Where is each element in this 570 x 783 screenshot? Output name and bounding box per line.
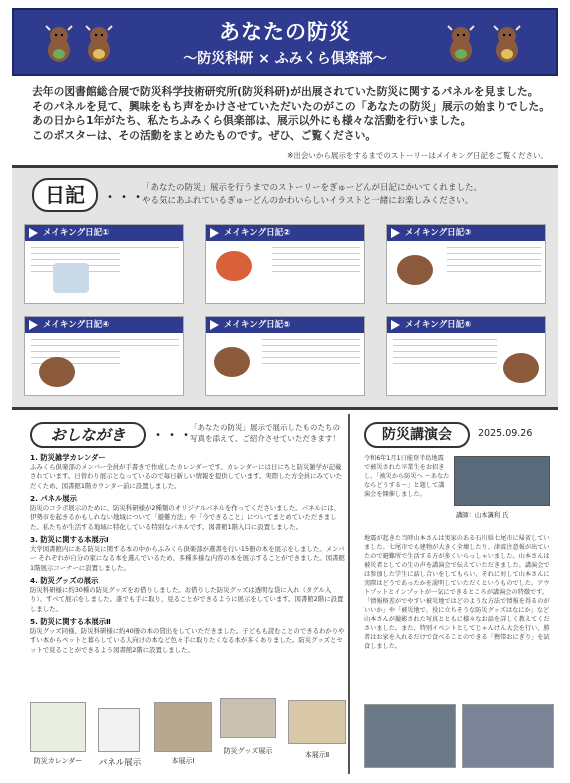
photo-caption: パネル展示 — [98, 758, 142, 768]
diary-card[interactable] — [205, 316, 365, 396]
exhibit-list — [30, 450, 346, 655]
diary-card[interactable] — [386, 224, 546, 304]
panel-photo — [98, 708, 140, 752]
exhibit-desc-line: 写真を添えて、ご紹介させていただきます！ — [190, 434, 340, 443]
diary-dots: ・・・ — [104, 190, 147, 204]
diary-desc-line: やる気にあふれているぎゅーどんのかわいらしいイラストと一緒にお楽しみください。 — [142, 196, 474, 206]
calendar-photo — [30, 702, 86, 752]
exhibit-list-dots: ・・・ — [152, 428, 195, 442]
diary-card[interactable] — [205, 224, 365, 304]
lecture-date: 2025.09.26 — [478, 428, 533, 439]
exhibit-text: ふみくら倶楽部のメンバー全員が手書きで作成したカレンダーです。カレンダーには日にちと防災雑学が記載されています。日替わり展示となっているので毎日新しい情報を提供しています。実際した方全員にみていただくため、図書館1階カウンター前に設置しました。 — [30, 462, 343, 490]
goods-photo — [220, 698, 276, 738]
lecturer-caption: 講師：山本識利 氏 — [456, 512, 509, 519]
diary-illustration — [53, 263, 89, 293]
exhibit-text: 防災科研様に約30種の防災グッズをお借りしました。お借りした防災グッズは透明な袋に入れ（タグル入り）、すべて展示をしました。誰でも手に取り、見ることができるように展示をしています。図書館2階に設置しました。 — [30, 585, 344, 613]
diary-description — [142, 182, 482, 208]
exhibit-photos — [30, 698, 348, 768]
photo-caption: 本展示Ⅱ — [304, 751, 330, 759]
diary-illustration — [39, 357, 75, 387]
diary-card[interactable] — [24, 224, 184, 304]
photo-caption: 防災グッズ展示 — [223, 747, 273, 755]
diary-illustration — [216, 251, 252, 281]
lecture-photos — [364, 704, 554, 770]
diary-card[interactable] — [386, 316, 546, 396]
exhibit-desc-line: 「あなたの防災」展示で展示したものたちの — [190, 423, 340, 432]
diary-illustration — [214, 347, 250, 377]
photo-caption: 防災カレンダー — [33, 757, 83, 765]
poster-title: あなたの防災 — [219, 20, 351, 44]
diary-card-title: メイキング日記⑥ — [387, 317, 545, 333]
exhibit-list-description — [190, 422, 340, 444]
exhibit-heading: 3. 防災に関する本展示Ⅰ — [30, 535, 109, 544]
diary-card-title: メイキング日記② — [206, 225, 364, 241]
diary-card-title: メイキング日記① — [25, 225, 183, 241]
diary-card-title: メイキング日記⑤ — [206, 317, 364, 333]
exhibit-list-section — [12, 414, 350, 774]
diary-card-title: メイキング日記③ — [387, 225, 545, 241]
exhibit-heading: 4. 防災グッズの展示 — [30, 576, 99, 585]
diary-card-title: メイキング日記④ — [25, 317, 183, 333]
exhibit-heading: 1. 防災雑学カレンダー — [30, 453, 106, 462]
diary-section — [12, 165, 558, 410]
intro-text — [32, 85, 552, 143]
lecture-hall-photo — [364, 704, 456, 768]
poster-header — [12, 8, 558, 76]
lecture-title: 防災講演会 — [364, 422, 470, 448]
intro-line: このポスターは、その活動をまとめたものです。ぜひ、ご覧ください。 — [32, 128, 377, 142]
intro-line: あの日から1年がたち、私たちふみくら倶楽部は、展示以外にも様々な活動を行いました。 — [32, 114, 472, 127]
exhibit-heading: 5. 防災に関する本展示Ⅱ — [30, 617, 111, 626]
group-photo — [462, 704, 554, 768]
diary-card[interactable] — [24, 316, 184, 396]
lecture-body: 地震が起きた当時山本さんは実家のある石川県七尾市に帰省していました。七尾市でも建物が大きく全壊したり、津波注意報が出ていたので避難所で生活する方が多くいらっしゃいました。山本さんは被災者としての生の声を講演会で伝えていただきました。講演会では参加した学生に話し合いをしてもらい、それに対して山本さんに実際はどうであったかを説明していただくというものでした。アウトプットとインプットが一気にできるところが講演会の特徴です。「情報格差がでやすい被災地ではどのような方法で情報を得るのがいいか」や「被災地で、役に立ちそうな防災グッズはなにか」など山本さんが撮影された写真とともに様々なお話を詳しく教えてくださいました。また、特別イベントとしてじゃんけん大会を行い、勝者はお家を入れるだけで食べることのできる「携帯おにぎり」を試食しました。 — [364, 535, 550, 650]
intro-line: 去年の図書館総合展で防災科学技術研究所(防災科研)が出展されていた防災に関するパネルを見ました。 — [32, 85, 539, 98]
photo-caption: 本展示Ⅰ — [171, 757, 195, 765]
book-display-photo — [154, 702, 212, 752]
intro-note: ※出会いから展示をするまでのストーリーはメイキング日記をご覧ください。 — [287, 151, 548, 160]
exhibit-list-title: おしながき — [30, 422, 146, 448]
diary-illustration — [503, 353, 539, 383]
exhibit-text: 大学図書館内にある防災に関する本の中からふみくら倶楽部が選書を行い15冊の本を展示をしました。メンバー それぞれが自分の家になる本を選んでいるため、多種多様な内容の本を展示することができました。図書館1階展示コーナーに設置しました。 — [30, 544, 345, 572]
intro-line: そのパネルを見て、興味をもち声をかけさせていただいたのがこの「あなたの防災」展示の始まりでした。 — [32, 99, 551, 113]
diary-illustration — [397, 255, 433, 285]
lecture-intro: 令和6年1月1日能登半島地震で被災された卒業生をお招きし、「被災から防災へ 〜あなたならどうする〜」と題して講演会を開催しました。 — [364, 455, 450, 498]
exhibit-heading: 2. パネル展示 — [30, 494, 77, 503]
lecturer-photo — [454, 456, 550, 506]
book-display-photo — [288, 700, 346, 744]
diary-title: 日記 — [32, 178, 98, 212]
exhibit-text: 防災グッズ同様、防災科研様に約40冊の本の貸出をしていただきました。子どもも読むことのできるわかりやすい本からペットと暮らしている人向けの本など色々手に取りたくなる本が多くありました。防災グッズとセットで見ることができるよう図書館2階に設置しました。 — [30, 626, 345, 654]
diary-desc-line: 「あなたの防災」展示を行うまでのストーリーをぎゅーどんが日記にかいてくれました。 — [142, 183, 483, 193]
lecture-section — [360, 414, 558, 774]
poster-subtitle: 〜防災科研 × ふみくら倶楽部〜 — [183, 51, 387, 67]
exhibit-text: 防災のコラボ展示のために、防災科研様が2種類のオリジナルパネルを作ってくださいました。パネルには、伊勢市を起きるかもしれない地域について「避難方法」や「今できること」についてまとめていただきました。私たちが生活する地域に特化している特別なパネルです。図書館1階入口に設置しました。 — [30, 503, 341, 531]
